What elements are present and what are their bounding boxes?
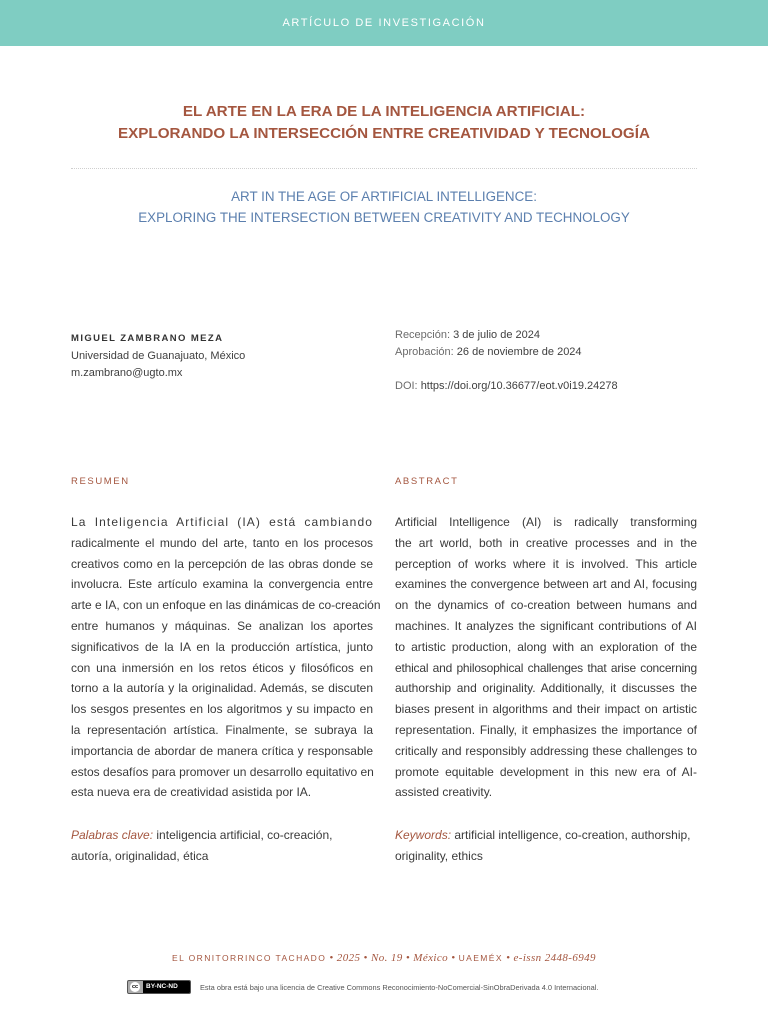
footer-separator: • (360, 952, 371, 964)
keywords-values: artificial intelligence, co-creation, authorship, originality, ethics (395, 828, 691, 863)
resumen-line: importancia de abordar de manera crítica y responsable (71, 743, 373, 758)
abstract-line: to artistic production, along with an exploration of the (395, 639, 697, 654)
resumen-line: creativos como en la percepción de las obras donde se (71, 556, 373, 571)
abstract-heading: ABSTRACT (395, 476, 459, 487)
resumen-line: involucra. Este artículo examina la convergencia entre (71, 577, 373, 592)
journal-footer (0, 952, 768, 964)
resumen-line: La Inteligencia Artificial (IA) está cambiando (71, 515, 373, 529)
license-text: Esta obra está bajo una licencia de Creative Commons Reconocimiento-NoComercial-SinObraDerivada 4.0 Internacional. (200, 982, 599, 992)
footer-separator: • (402, 952, 414, 964)
journal-publisher: UAEMÉX (458, 953, 503, 963)
abstract-line: perception of works where it is involved. This article (395, 556, 697, 571)
author-affiliation: Universidad de Guanajuato, México (71, 350, 246, 362)
english-title (40, 186, 728, 228)
cc-icon: cc (131, 984, 139, 990)
author-email[interactable]: m.zambrano@ugto.mx (71, 367, 183, 379)
section-banner (0, 0, 768, 46)
abstract-keywords (395, 825, 699, 867)
doi-label: DOI: (395, 380, 418, 392)
spanish-title-line-2: EXPLORANDO LA INTERSECCIÓN ENTRE CREATIVIDAD Y TECNOLOGÍA (118, 125, 650, 142)
journal-name: EL ORNITORRINCO TACHADO (172, 953, 327, 963)
abstract-line: machines. It analyzes the significant contributions of AI (395, 618, 697, 633)
abstract-line: Artificial Intelligence (AI) is radically transforming (395, 515, 697, 529)
title-divider (71, 168, 697, 169)
palabras-clave-values: inteligencia artificial, co-creación, autoría, originalidad, ética (71, 828, 333, 863)
english-title-line-1: ART IN THE AGE OF ARTIFICIAL INTELLIGENCE: (231, 189, 537, 204)
resumen-line: esta nueva era de creatividad asistida por IA. (71, 785, 312, 800)
abstract-line: critically and responsibly addressing these challenges to (395, 743, 697, 758)
doi-row (395, 378, 715, 395)
approved-date-row (395, 344, 715, 361)
section-label: ARTÍCULO DE INVESTIGACIÓN (282, 16, 486, 29)
footer-separator: • (326, 952, 337, 964)
resumen-line: arte e IA, con un enfoque en las dinámicas de co-creación (71, 598, 381, 613)
journal-country: México (413, 952, 449, 964)
resumen-line: entre humanos y máquinas. Se analizan los aportes (71, 618, 373, 633)
abstract-line: authorship and originality. Additionally, it discusses the (395, 681, 697, 696)
resumen-heading: RESUMEN (71, 476, 130, 487)
resumen-keywords (71, 825, 375, 867)
journal-number: No. 19 (370, 952, 403, 964)
spanish-title-line-1: EL ARTE EN LA ERA DE LA INTELIGENCIA ARTIFICIAL: (182, 103, 586, 120)
abstract-line: biases present in algorithms and their impact on artistic (395, 702, 697, 717)
resumen-line: los sesgos presentes en los algoritmos y su impacto en (71, 702, 373, 717)
abstract-line: ethical and philosophical challenges that arise concerning (395, 660, 697, 675)
creative-commons-badge[interactable] (127, 980, 191, 994)
footer-separator: • (448, 952, 459, 964)
abstract-line: representation. Finally, it emphasizes the importance of (395, 722, 697, 737)
author-name: MIGUEL ZAMBRANO MEZA (71, 333, 224, 344)
resumen-body (71, 512, 381, 803)
abstract-line: assisted creativity. (395, 785, 493, 800)
spanish-title (40, 101, 728, 145)
abstract-line: the art world, both in creative processes and in the (395, 535, 697, 550)
resumen-line: torno a la autoría y la originalidad. Además, se discuten (71, 681, 373, 696)
footer-separator: • (502, 952, 514, 964)
received-label: Recepción: (395, 329, 451, 341)
resumen-line: estos desafíos para promover un desarrollo equitativo en (71, 764, 374, 779)
resumen-line: con una inmersión en los retos éticos y filosóficos en (71, 660, 373, 675)
resumen-line: la representación artística. Finalmente, se subraya la (71, 722, 373, 737)
keywords-label: Keywords: (395, 828, 452, 842)
abstract-line: promote equitable development in this new era of AI- (395, 764, 697, 779)
abstract-line: on the dynamics of co-creation between humans and (395, 598, 697, 613)
doi-link[interactable]: https://doi.org/10.36677/eot.v0i19.24278 (420, 380, 618, 392)
publication-dates (395, 327, 715, 395)
received-date: 3 de julio de 2024 (453, 329, 540, 341)
palabras-clave-label: Palabras clave: (71, 828, 154, 842)
resumen-line: radicalmente el mundo del arte, tanto en los procesos (71, 535, 373, 550)
approved-label: Aprobación: (395, 346, 454, 358)
journal-year: 2025 (336, 952, 361, 964)
english-title-line-2: EXPLORING THE INTERSECTION BETWEEN CREATIVITY AND TECHNOLOGY (138, 210, 630, 225)
cc-badge-text: BY-NC-ND (143, 981, 190, 993)
received-date-row (395, 327, 715, 344)
abstract-body (395, 512, 697, 803)
author-info (71, 330, 371, 382)
approved-date: 26 de noviembre de 2024 (456, 346, 582, 358)
journal-eissn: e-issn 2448-6949 (513, 952, 596, 964)
abstract-line: examines the convergence between art and AI, focusing (395, 577, 697, 592)
license-notice (127, 980, 598, 994)
resumen-line: significativos de la IA en la producción artística, junto (71, 639, 373, 654)
